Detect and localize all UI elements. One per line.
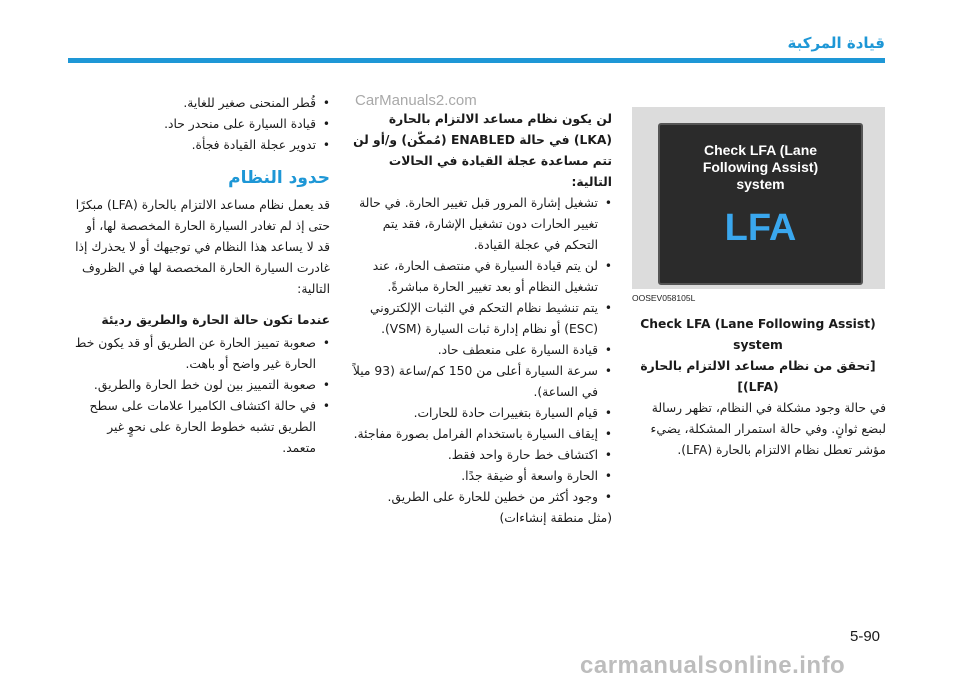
conditions-intro: لن يكون نظام مساعد الالتزام بالحارة (LKA) في حالة ENABLED (مُمكّن) و/أو لن تتم مساعدة عجلة القيادة في الحالات التالية:	[353, 112, 612, 189]
check-lfa-heading-ar: [تحقق من نظام مساعد الالتزام بالحارة (LFA)]	[640, 359, 876, 394]
conditions-list-continued	[72, 93, 330, 156]
section-title: قيادة المركبة	[787, 34, 885, 52]
right-column	[630, 314, 886, 461]
list-item: • لن يتم قيادة السيارة في منتصف الحارة، عند تشغيل النظام أو بعد تغيير الحارة مباشرةً.	[352, 256, 612, 298]
list-item: • إيقاف السيارة باستخدام الفرامل بصورة مفاجئة.	[352, 424, 612, 445]
list-item: • صعوبة التمييز بين لون خط الحارة والطريق.	[72, 375, 330, 396]
list-item: • قيام السيارة بتغييرات حادة للحارات.	[352, 403, 612, 424]
list-item: • صعوبة تمييز الحارة عن الطريق أو قد يكون خط الحارة غير واضح أو باهت.	[72, 333, 330, 375]
warning-message	[660, 142, 861, 193]
list-item: • في حالة اكتشاف الكاميرا علامات على سطح الطريق تشبه خطوط الحارة على نحوٍ غير متعمد.	[72, 396, 330, 459]
list-item: • وجود أكثر من خطين للحارة على الطريق.	[352, 487, 612, 508]
conditions-list	[352, 193, 612, 508]
warning-screen	[658, 123, 863, 285]
header-rule	[68, 58, 885, 63]
warning-line-1: Check LFA (Lane	[703, 142, 818, 158]
check-lfa-paragraph: في حالة وجود مشكلة في النظام، تظهر رسالة لبضع ثوانٍ. وفي حالة استمرار المشكلة، يضيء مؤشر تعطل نظام الالتزام بالحارة (LFA).	[650, 401, 886, 457]
poor-road-subheading: عندما تكون حالة الحارة والطريق رديئة	[101, 313, 330, 327]
page-number: 5-90	[850, 628, 881, 645]
list-item: • قُطر المنحنى صغير للغاية.	[72, 93, 330, 114]
list-item: • قيادة السيارة على منعطف حاد.	[352, 340, 612, 361]
left-column	[72, 93, 330, 459]
list-item: • قيادة السيارة على منحدر حاد.	[72, 114, 330, 135]
check-lfa-heading-en: Check LFA (Lane Following Assist) system	[640, 317, 876, 352]
list-item: • اكتشاف خط حارة واحد فقط.	[352, 445, 612, 466]
list-item: • الحارة واسعة أو ضيقة جدًا.	[352, 466, 612, 487]
warning-line-2: Following Assist)	[702, 159, 819, 175]
list-item: • تدوير عجلة القيادة فجأة.	[72, 135, 330, 156]
lfa-icon: LFA	[724, 207, 797, 249]
list-item: • تشغيل إشارة المرور قبل تغيير الحارة. في حالة تغيير الحارات دون تشغيل الإشارة، فقد يتم التحكم في عجلة القيادة.	[352, 193, 612, 256]
conditions-note: (مثل منطقة إنشاءات)	[499, 511, 612, 525]
watermark-top: CarManuals2.com	[355, 92, 477, 109]
system-limits-paragraph: قد يعمل نظام مساعد الالتزام بالحارة (LFA) مبكرًا حتى إذ لم تغادر السيارة الحارة المخصصة لها، أو قد لا يساعد هذا النظام في توجيهك أو لا يحذرك إذا غادرت السيارة الحارة المخصصة لها في الظروف التالية:	[75, 198, 330, 296]
middle-column	[352, 93, 612, 529]
poor-road-list	[72, 333, 330, 459]
watermark-bottom: carmanualsonline.info	[580, 652, 846, 679]
list-item: • سرعة السيارة أعلى من 150 كم/ساعة (93 ميلاً في الساعة).	[352, 361, 612, 403]
system-limits-heading: حدود النظام	[228, 168, 330, 188]
warning-line-3: system	[736, 176, 785, 192]
figure-code: OOSEV058105L	[632, 293, 696, 303]
list-item: • يتم تنشيط نظام التحكم في الثبات الإلكتروني (ESC) أو نظام إدارة ثبات السيارة (VSM).	[352, 298, 612, 340]
cluster-display-figure	[632, 107, 885, 289]
